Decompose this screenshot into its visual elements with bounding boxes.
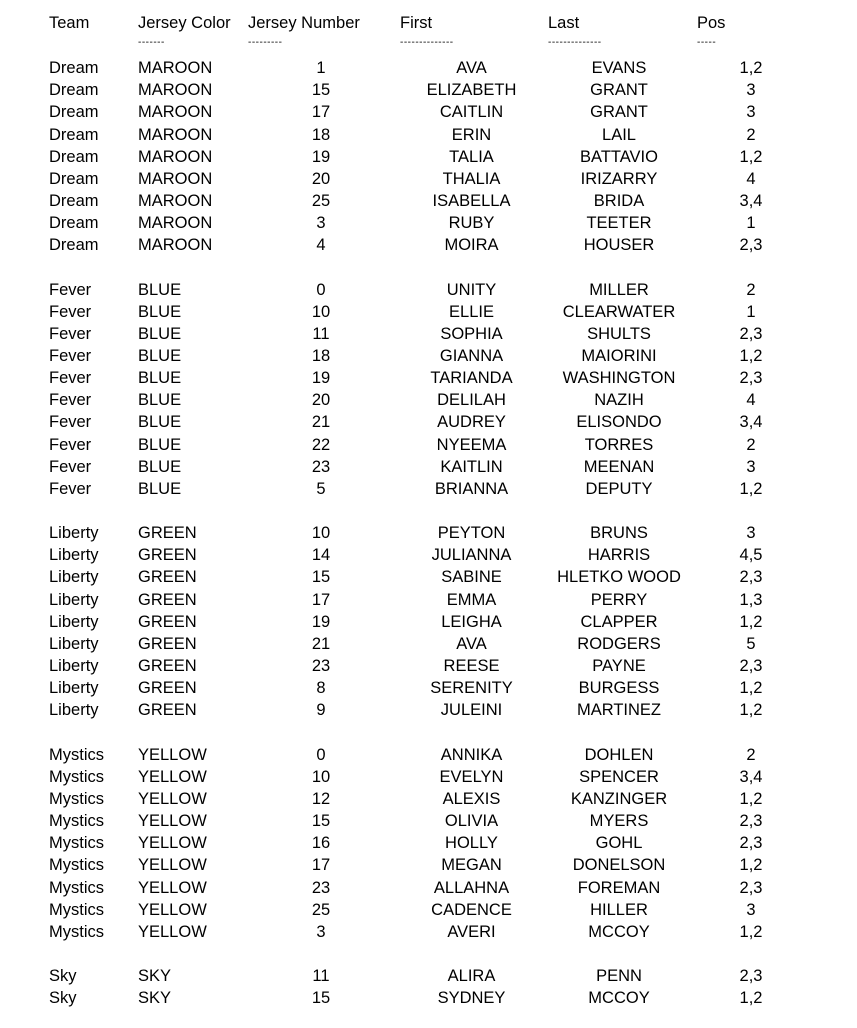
cell-pos: 2,3 xyxy=(739,812,763,831)
cell-pos: 1 xyxy=(746,302,756,321)
cell-first: RUBY xyxy=(448,214,495,233)
cell-last: GOHL xyxy=(595,834,643,853)
cell-first: ELIZABETH xyxy=(426,81,517,100)
cell-jersey-color: MAROON xyxy=(138,103,213,122)
cell-first: EVELYN xyxy=(439,767,504,786)
cell-first: UNITY xyxy=(446,280,497,299)
cell-team: Dream xyxy=(49,214,99,233)
cell-first: JULIANNA xyxy=(431,546,512,565)
cell-team: Liberty xyxy=(49,612,99,631)
cell-team: Fever xyxy=(49,302,92,321)
cell-last: CLAPPER xyxy=(580,612,658,631)
cell-jersey-number: 16 xyxy=(311,834,331,853)
cell-pos: 4 xyxy=(746,169,756,188)
cell-jersey-number: 21 xyxy=(311,634,331,653)
cell-pos: 3 xyxy=(746,457,756,476)
cell-pos: 2,3 xyxy=(739,324,763,343)
cell-jersey-number: 23 xyxy=(311,878,331,897)
cell-first: TALIA xyxy=(449,147,494,166)
cell-last: ELISONDO xyxy=(576,413,662,432)
cell-jersey-number: 20 xyxy=(311,169,331,188)
cell-team: Liberty xyxy=(49,657,99,675)
cell-team: Fever xyxy=(49,479,92,498)
header-team: Team xyxy=(49,14,90,32)
cell-pos: 1,2 xyxy=(739,789,763,808)
cell-team: Mystics xyxy=(49,900,104,919)
cell-jersey-number: 9 xyxy=(316,701,326,720)
cell-jersey-color: GREEN xyxy=(138,568,197,587)
cell-last: GRANT xyxy=(590,81,648,100)
cell-pos: 1,2 xyxy=(739,679,763,698)
cell-pos: 1,2 xyxy=(739,701,763,720)
cell-first: MOIRA xyxy=(444,236,499,255)
cell-jersey-color: YELLOW xyxy=(138,834,207,853)
cell-jersey-color: MAROON xyxy=(138,214,213,233)
cell-jersey-number: 18 xyxy=(311,125,331,144)
cell-team: Dream xyxy=(49,147,99,166)
cell-jersey-number: 23 xyxy=(311,657,331,675)
cell-team: Liberty xyxy=(49,634,99,653)
cell-team: Fever xyxy=(49,369,92,388)
cell-jersey-number: 14 xyxy=(311,546,331,565)
cell-pos: 1,2 xyxy=(739,59,763,77)
cell-jersey-number: 10 xyxy=(311,302,331,321)
cell-team: Sky xyxy=(49,967,77,986)
cell-jersey-color: YELLOW xyxy=(138,922,207,941)
cell-team: Dream xyxy=(49,169,99,188)
cell-pos: 2,3 xyxy=(739,369,763,388)
cell-jersey-color: BLUE xyxy=(138,413,182,432)
cell-last: MAIORINI xyxy=(581,346,657,365)
cell-team: Fever xyxy=(49,457,92,476)
cell-last: MCCOY xyxy=(588,922,650,941)
cell-jersey-number: 19 xyxy=(311,369,331,388)
header-last: Last xyxy=(548,14,580,32)
cell-pos: 3,4 xyxy=(739,413,763,432)
cell-pos: 5 xyxy=(746,634,756,653)
cell-team: Liberty xyxy=(49,590,99,609)
cell-pos: 4 xyxy=(746,391,756,410)
cell-team: Mystics xyxy=(49,878,104,897)
cell-team: Dream xyxy=(49,125,99,144)
cell-jersey-number: 11 xyxy=(312,324,330,343)
cell-team: Dream xyxy=(49,59,99,77)
cell-last: FOREMAN xyxy=(577,878,661,897)
cell-jersey-color: GREEN xyxy=(138,679,197,698)
cell-team: Fever xyxy=(49,324,92,343)
cell-pos: 1,2 xyxy=(739,922,763,941)
cell-team: Mystics xyxy=(49,812,104,831)
cell-pos: 2 xyxy=(746,435,756,454)
cell-pos: 1,2 xyxy=(739,479,763,498)
cell-jersey-number: 19 xyxy=(311,147,331,166)
cell-team: Fever xyxy=(49,413,92,432)
cell-pos: 2,3 xyxy=(739,236,763,255)
cell-first: REESE xyxy=(443,657,500,675)
cell-jersey-number: 22 xyxy=(311,435,331,454)
cell-last: BRIDA xyxy=(593,191,645,210)
cell-first: ALEXIS xyxy=(442,789,501,808)
cell-jersey-number: 17 xyxy=(311,856,331,875)
header-pos: Pos xyxy=(697,14,726,32)
cell-team: Mystics xyxy=(49,745,104,764)
cell-first: AVA xyxy=(456,634,487,653)
cell-last: WASHINGTON xyxy=(562,369,676,388)
cell-jersey-color: BLUE xyxy=(138,457,182,476)
cell-first: DELILAH xyxy=(437,391,506,410)
cell-jersey-number: 11 xyxy=(312,967,330,986)
cell-team: Fever xyxy=(49,346,92,365)
cell-jersey-color: MAROON xyxy=(138,125,213,144)
cell-jersey-color: BLUE xyxy=(138,280,182,299)
cell-last: HARRIS xyxy=(587,546,651,565)
cell-last: NAZIH xyxy=(594,391,644,410)
cell-last: MEENAN xyxy=(583,457,655,476)
cell-jersey-color: MAROON xyxy=(138,236,213,255)
cell-jersey-color: BLUE xyxy=(138,435,182,454)
cell-first: JULEINI xyxy=(440,701,503,720)
cell-jersey-color: MAROON xyxy=(138,59,213,77)
header-underline-color: ------- xyxy=(138,37,165,48)
cell-jersey-color: YELLOW xyxy=(138,789,207,808)
cell-last: GRANT xyxy=(590,103,648,122)
cell-last: HOUSER xyxy=(583,236,655,255)
cell-jersey-number: 19 xyxy=(311,612,331,631)
cell-first: ERIN xyxy=(451,125,492,144)
cell-jersey-number: 17 xyxy=(311,590,331,609)
cell-last: SPENCER xyxy=(579,767,659,786)
cell-first: AUDREY xyxy=(437,413,506,432)
cell-jersey-number: 1 xyxy=(316,59,326,77)
cell-jersey-color: BLUE xyxy=(138,302,182,321)
header-first: First xyxy=(400,14,433,32)
cell-pos: 3,4 xyxy=(739,767,763,786)
cell-jersey-number: 3 xyxy=(316,214,326,233)
cell-last: MCCOY xyxy=(588,989,650,1008)
cell-jersey-number: 0 xyxy=(316,280,326,299)
cell-jersey-color: MAROON xyxy=(138,81,213,100)
cell-team: Liberty xyxy=(49,701,99,720)
cell-team: Fever xyxy=(49,391,92,410)
cell-first: LEIGHA xyxy=(441,612,502,631)
cell-pos: 1,2 xyxy=(739,346,763,365)
cell-first: SABINE xyxy=(441,568,502,587)
cell-pos: 2 xyxy=(746,125,756,144)
cell-jersey-color: MAROON xyxy=(138,147,213,166)
cell-jersey-color: GREEN xyxy=(138,701,197,720)
cell-jersey-color: GREEN xyxy=(138,634,197,653)
cell-pos: 2 xyxy=(746,745,756,764)
cell-jersey-color: YELLOW xyxy=(138,812,207,831)
header-underline-first: -------------- xyxy=(400,37,454,48)
cell-jersey-color: YELLOW xyxy=(138,856,207,875)
header-underline-number: --------- xyxy=(248,37,283,48)
cell-jersey-color: MAROON xyxy=(138,191,213,210)
cell-last: DEPUTY xyxy=(585,479,653,498)
cell-last: DOHLEN xyxy=(584,745,654,764)
cell-pos: 1,3 xyxy=(739,590,763,609)
cell-jersey-number: 23 xyxy=(311,457,331,476)
cell-last: PAYNE xyxy=(592,657,646,675)
cell-last: PENN xyxy=(596,967,642,986)
cell-pos: 2,3 xyxy=(739,967,763,986)
cell-last: KANZINGER xyxy=(570,789,668,808)
cell-first: ALLAHNA xyxy=(433,878,510,897)
cell-team: Dream xyxy=(49,191,99,210)
cell-jersey-number: 5 xyxy=(316,479,326,498)
cell-last: BRUNS xyxy=(590,524,648,543)
cell-team: Liberty xyxy=(49,568,99,587)
cell-last: EVANS xyxy=(591,59,647,77)
cell-jersey-color: BLUE xyxy=(138,324,182,343)
cell-first: ALIRA xyxy=(447,967,496,986)
cell-first: MEGAN xyxy=(441,856,502,875)
cell-first: CAITLIN xyxy=(439,103,504,122)
cell-team: Fever xyxy=(49,280,92,299)
cell-jersey-color: SKY xyxy=(138,967,172,986)
cell-last: PERRY xyxy=(590,590,648,609)
cell-team: Mystics xyxy=(49,789,104,808)
header-jersey-number: Jersey Number xyxy=(248,14,360,32)
cell-team: Liberty xyxy=(49,524,99,543)
cell-first: BRIANNA xyxy=(434,479,509,498)
cell-pos: 2 xyxy=(746,280,756,299)
cell-pos: 3 xyxy=(746,103,756,122)
cell-jersey-color: GREEN xyxy=(138,657,197,675)
cell-first: AVERI xyxy=(447,922,496,941)
cell-team: Dream xyxy=(49,236,99,255)
cell-first: KAITLIN xyxy=(440,457,503,476)
cell-jersey-color: MAROON xyxy=(138,169,213,188)
cell-jersey-number: 8 xyxy=(316,679,326,698)
cell-last: BATTAVIO xyxy=(580,147,658,166)
cell-last: IRIZARRY xyxy=(580,169,658,188)
cell-pos: 1,2 xyxy=(739,612,763,631)
cell-jersey-number: 15 xyxy=(311,989,331,1008)
cell-pos: 3 xyxy=(746,81,756,100)
cell-jersey-number: 17 xyxy=(311,103,331,122)
cell-jersey-color: SKY xyxy=(138,989,172,1008)
header-underline-pos: ----- xyxy=(697,37,717,48)
header-jersey-color: Jersey Color xyxy=(138,14,231,32)
cell-jersey-color: BLUE xyxy=(138,391,182,410)
cell-last: TORRES xyxy=(584,435,654,454)
cell-team: Liberty xyxy=(49,546,99,565)
cell-last: HLETKO WOOD xyxy=(557,568,681,587)
cell-jersey-number: 15 xyxy=(311,81,331,100)
cell-pos: 1,2 xyxy=(739,856,763,875)
cell-pos: 2,3 xyxy=(739,878,763,897)
cell-first: SOPHIA xyxy=(440,324,503,343)
cell-pos: 1,2 xyxy=(739,147,763,166)
cell-first: SYDNEY xyxy=(437,989,506,1008)
cell-first: NYEEMA xyxy=(436,435,507,454)
cell-team: Liberty xyxy=(49,679,99,698)
cell-last: SHULTS xyxy=(587,324,651,343)
cell-first: THALIA xyxy=(442,169,501,188)
cell-last: CLEARWATER xyxy=(562,302,676,321)
cell-jersey-number: 3 xyxy=(316,922,326,941)
cell-jersey-color: BLUE xyxy=(138,369,182,388)
cell-first: PEYTON xyxy=(437,524,506,543)
cell-jersey-number: 25 xyxy=(311,900,331,919)
cell-jersey-number: 0 xyxy=(316,745,326,764)
cell-last: MILLER xyxy=(589,280,649,299)
cell-team: Dream xyxy=(49,81,99,100)
cell-last: BURGESS xyxy=(578,679,660,698)
cell-jersey-color: GREEN xyxy=(138,590,197,609)
cell-pos: 1,2 xyxy=(739,989,763,1008)
cell-jersey-color: YELLOW xyxy=(138,878,207,897)
cell-team: Fever xyxy=(49,435,92,454)
cell-first: OLIVIA xyxy=(444,812,499,831)
cell-jersey-number: 15 xyxy=(311,812,331,831)
cell-team: Dream xyxy=(49,103,99,122)
cell-first: EMMA xyxy=(446,590,497,609)
header-underline-last: -------------- xyxy=(548,37,602,48)
cell-last: MYERS xyxy=(589,812,649,831)
cell-team: Mystics xyxy=(49,856,104,875)
cell-jersey-color: BLUE xyxy=(138,479,182,498)
cell-pos: 4,5 xyxy=(739,546,763,565)
cell-jersey-color: YELLOW xyxy=(138,767,207,786)
cell-first: CADENCE xyxy=(431,900,512,919)
cell-last: LAIL xyxy=(602,125,636,144)
cell-jersey-color: YELLOW xyxy=(138,900,207,919)
cell-team: Mystics xyxy=(49,767,104,786)
cell-pos: 2,3 xyxy=(739,568,763,587)
cell-jersey-color: GREEN xyxy=(138,612,197,631)
cell-team: Mystics xyxy=(49,834,104,853)
cell-first: GIANNA xyxy=(439,346,504,365)
cell-last: DONELSON xyxy=(572,856,666,875)
cell-team: Sky xyxy=(49,989,77,1008)
cell-pos: 3,4 xyxy=(739,191,763,210)
cell-first: ELLIE xyxy=(449,302,494,321)
cell-last: HILLER xyxy=(590,900,648,919)
cell-pos: 2,3 xyxy=(739,657,763,675)
cell-pos: 3 xyxy=(746,900,756,919)
cell-jersey-number: 15 xyxy=(311,568,331,587)
cell-jersey-color: BLUE xyxy=(138,346,182,365)
cell-jersey-number: 21 xyxy=(311,413,331,432)
cell-first: HOLLY xyxy=(445,834,498,853)
cell-jersey-number: 20 xyxy=(311,391,331,410)
cell-last: TEETER xyxy=(586,214,652,233)
cell-jersey-number: 12 xyxy=(311,789,331,808)
cell-first: ANNIKA xyxy=(440,745,503,764)
cell-jersey-number: 4 xyxy=(316,236,326,255)
cell-jersey-color: YELLOW xyxy=(138,745,207,764)
cell-jersey-number: 10 xyxy=(311,767,331,786)
cell-first: SERENITY xyxy=(430,679,513,698)
cell-pos: 2,3 xyxy=(739,834,763,853)
cell-first: AVA xyxy=(456,59,487,77)
cell-jersey-color: GREEN xyxy=(138,546,197,565)
cell-jersey-number: 25 xyxy=(311,191,331,210)
cell-jersey-number: 18 xyxy=(311,346,331,365)
cell-team: Mystics xyxy=(49,922,104,941)
cell-pos: 1 xyxy=(746,214,756,233)
cell-pos: 3 xyxy=(746,524,756,543)
cell-jersey-number: 10 xyxy=(311,524,331,543)
cell-first: TARIANDA xyxy=(430,369,513,388)
cell-last: RODGERS xyxy=(577,634,661,653)
cell-last: MARTINEZ xyxy=(576,701,662,720)
cell-first: ISABELLA xyxy=(432,191,511,210)
cell-jersey-color: GREEN xyxy=(138,524,197,543)
